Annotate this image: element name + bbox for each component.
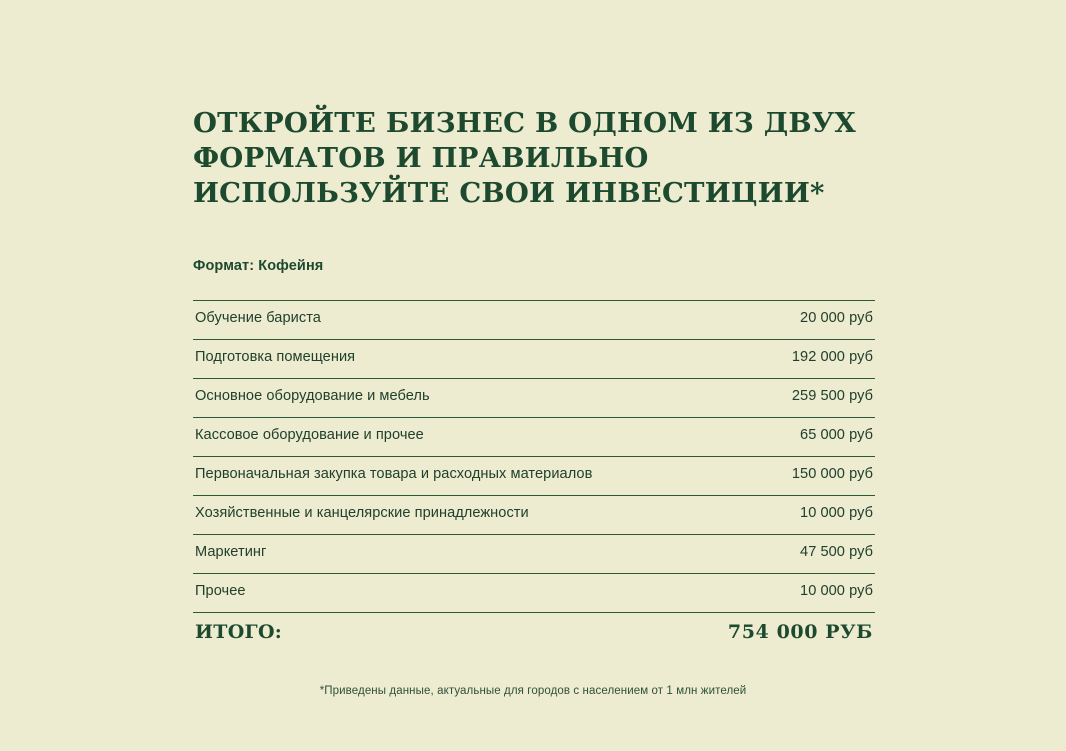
- row-value: 259 500 руб: [791, 387, 873, 404]
- row-label: Хозяйственные и канцелярские принадлежности: [195, 504, 529, 521]
- row-label: Подготовка помещения: [195, 348, 356, 365]
- row-label: Первоначальная закупка товара и расходных материалов: [195, 465, 593, 482]
- slide-content: [193, 106, 875, 647]
- total-label: ИТОГО:: [195, 620, 283, 643]
- row-label: Кассовое оборудование и прочее: [195, 426, 424, 443]
- row-value: 20 000 руб: [800, 309, 873, 326]
- row-value: 192 000 руб: [791, 348, 873, 365]
- row-label: Маркетинг: [195, 543, 267, 560]
- table-row: [193, 573, 875, 612]
- row-value: 10 000 руб: [800, 504, 873, 521]
- table-row: [193, 456, 875, 495]
- investment-table: [193, 300, 875, 647]
- table-row: [193, 378, 875, 417]
- format-label: Формат: Кофейня: [193, 257, 324, 274]
- table-row: [193, 339, 875, 378]
- row-label: Прочее: [195, 582, 246, 599]
- table-row: [193, 495, 875, 534]
- table-row-total: [193, 612, 875, 647]
- footnote: *Приведены данные, актуальные для городов с населением от 1 млн жителей: [319, 685, 747, 697]
- page-title: ОТКРОЙТЕ БИЗНЕС В ОДНОМ ИЗ ДВУХ ФОРМАТОВ И ПРАВИЛЬНО ИСПОЛЬЗУЙТЕ СВОИ ИНВЕСТИЦИИ*: [193, 107, 856, 210]
- row-value: 10 000 руб: [800, 582, 873, 599]
- row-value: 150 000 руб: [791, 465, 873, 482]
- table-row: [193, 300, 875, 339]
- row-label: Основное оборудование и мебель: [195, 387, 430, 404]
- table-row: [193, 534, 875, 573]
- row-value: 65 000 руб: [800, 426, 873, 443]
- row-value: 47 500 руб: [800, 543, 873, 560]
- table-row: [193, 417, 875, 456]
- total-value: 754 000 РУБ: [727, 620, 873, 643]
- row-label: Обучение бариста: [195, 309, 321, 326]
